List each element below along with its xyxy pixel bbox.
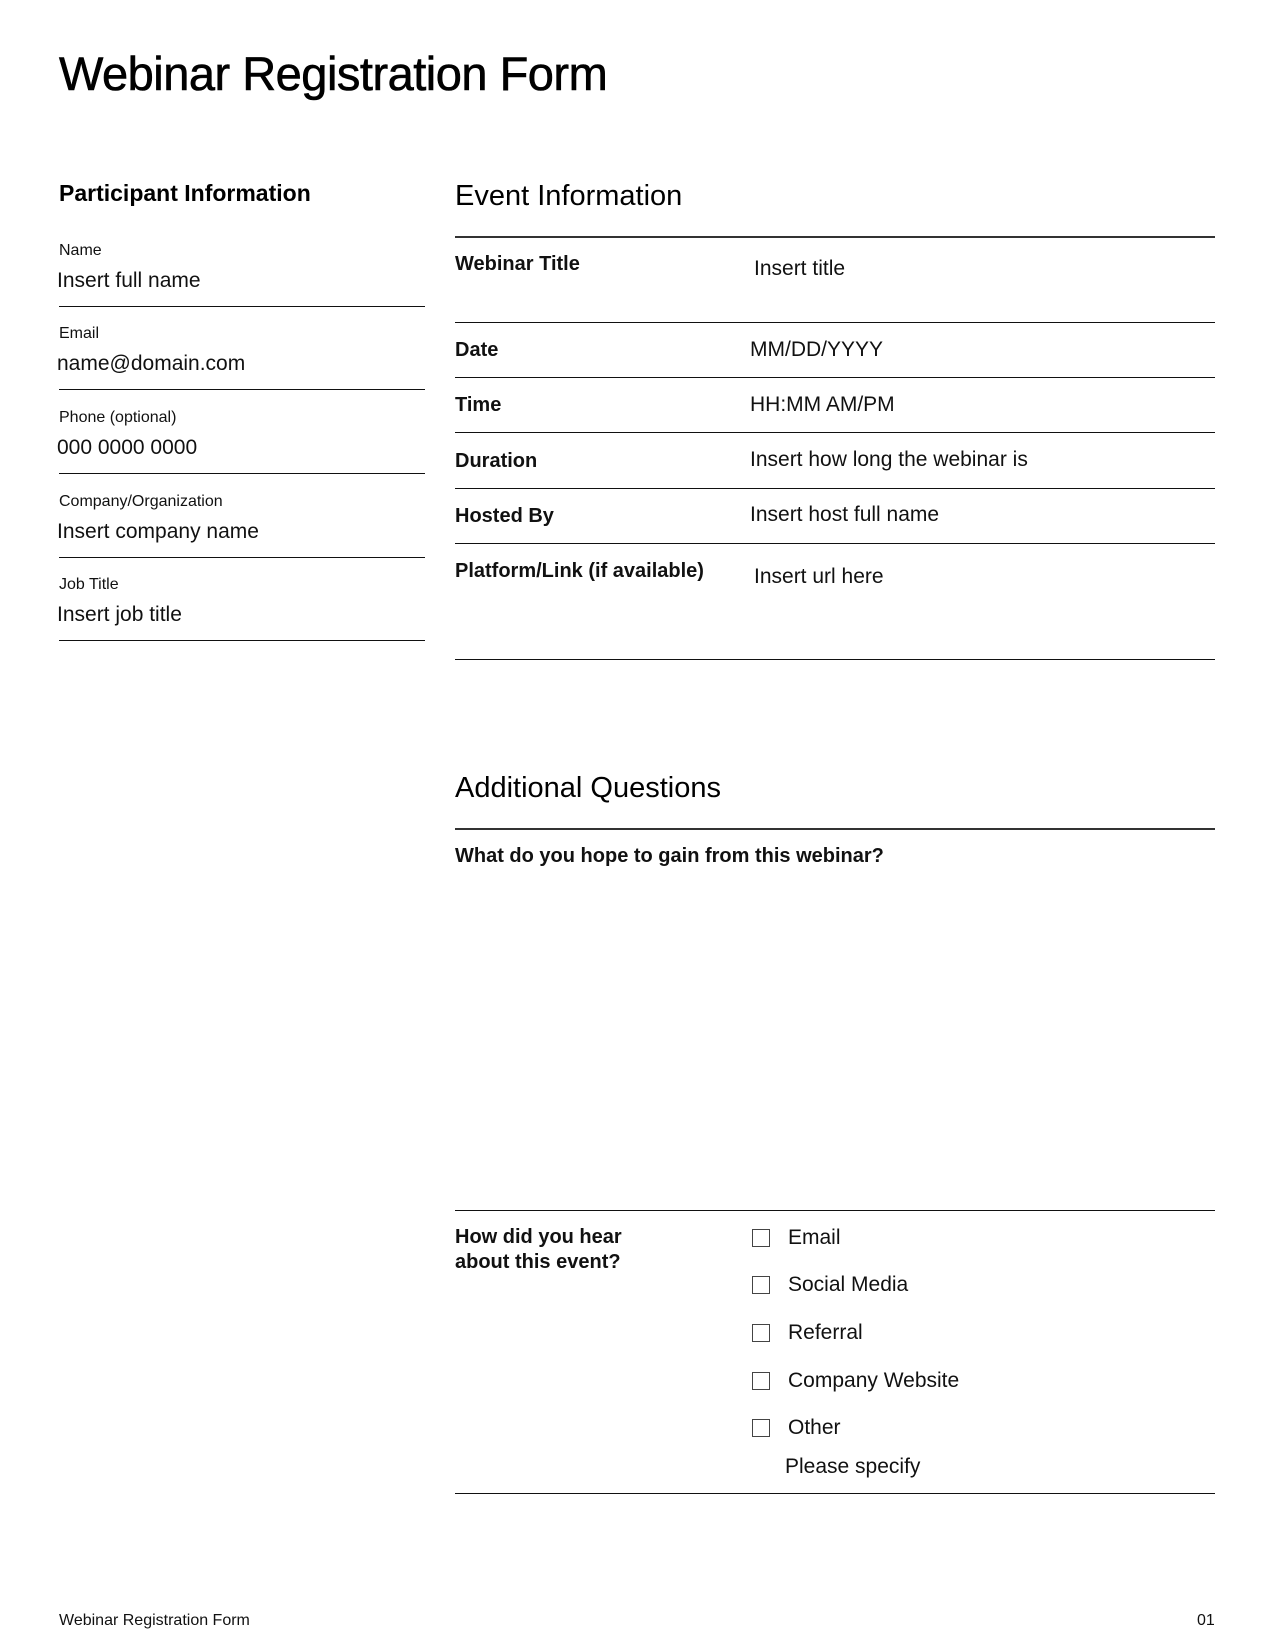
checkbox[interactable]: [752, 1229, 770, 1247]
phone-label: Phone (optional): [59, 409, 177, 426]
company-input[interactable]: Insert company name: [57, 520, 259, 543]
job-title-input[interactable]: Insert job title: [57, 603, 182, 626]
job-title-label: Job Title: [59, 576, 119, 593]
event-heading: Event Information: [455, 180, 683, 212]
participant-heading: Participant Information: [59, 180, 311, 206]
checkbox[interactable]: [752, 1276, 770, 1294]
platform-link-input[interactable]: Insert url here: [754, 565, 884, 588]
divider: [455, 432, 1215, 433]
option-social-media[interactable]: [752, 1272, 908, 1298]
name-input[interactable]: Insert full name: [57, 269, 201, 292]
phone-input[interactable]: 000 0000 0000: [57, 436, 198, 459]
hear-question-line2: about this event?: [455, 1251, 621, 1273]
option-referral[interactable]: [752, 1320, 863, 1346]
gain-answer-area[interactable]: [455, 875, 1215, 1205]
page-number: 01: [1197, 1612, 1215, 1629]
hear-question-label: [455, 1225, 622, 1275]
name-label: Name: [59, 242, 102, 259]
job-title-field[interactable]: [59, 572, 425, 641]
time-input[interactable]: HH:MM AM/PM: [750, 393, 895, 416]
hear-question-line1: How did you hear: [455, 1226, 622, 1248]
date-label: Date: [455, 339, 499, 361]
duration-label: Duration: [455, 450, 538, 472]
option-label: Email: [788, 1226, 841, 1249]
checkbox[interactable]: [752, 1372, 770, 1390]
option-label: Social Media: [788, 1273, 909, 1296]
option-company-website[interactable]: [752, 1368, 959, 1394]
option-other[interactable]: [752, 1415, 841, 1441]
company-field[interactable]: [59, 489, 425, 558]
divider: [455, 236, 1215, 238]
divider: [455, 828, 1215, 830]
divider: [455, 1493, 1215, 1494]
divider: [455, 377, 1215, 378]
phone-field[interactable]: [59, 405, 425, 474]
divider: [455, 543, 1215, 544]
duration-input[interactable]: Insert how long the webinar is: [750, 448, 1028, 471]
divider: [455, 659, 1215, 660]
email-input[interactable]: name@domain.com: [57, 352, 246, 375]
option-email[interactable]: [752, 1225, 841, 1251]
other-specify-input[interactable]: Please specify: [785, 1455, 921, 1478]
company-label: Company/Organization: [59, 493, 223, 510]
additional-heading: Additional Questions: [455, 772, 721, 804]
time-label: Time: [455, 394, 502, 416]
footer-title: Webinar Registration Form: [59, 1612, 250, 1629]
divider: [455, 1210, 1215, 1211]
gain-question-label: What do you hope to gain from this webinar?: [455, 845, 884, 867]
option-label: Referral: [788, 1321, 863, 1344]
platform-link-label: Platform/Link (if available): [455, 560, 704, 582]
hosted-by-label: Hosted By: [455, 505, 554, 527]
option-label: Other: [788, 1416, 841, 1439]
email-field[interactable]: [59, 321, 425, 390]
checkbox[interactable]: [752, 1419, 770, 1437]
email-label: Email: [59, 325, 100, 342]
date-input[interactable]: MM/DD/YYYY: [750, 338, 884, 361]
webinar-title-input[interactable]: Insert title: [754, 257, 846, 280]
checkbox[interactable]: [752, 1324, 770, 1342]
name-field[interactable]: [59, 238, 425, 307]
page-title: Webinar Registration Form: [59, 47, 608, 100]
hosted-by-input[interactable]: Insert host full name: [750, 503, 940, 526]
option-label: Company Website: [788, 1369, 960, 1392]
webinar-title-label: Webinar Title: [455, 253, 580, 275]
divider: [455, 488, 1215, 489]
divider: [455, 322, 1215, 323]
